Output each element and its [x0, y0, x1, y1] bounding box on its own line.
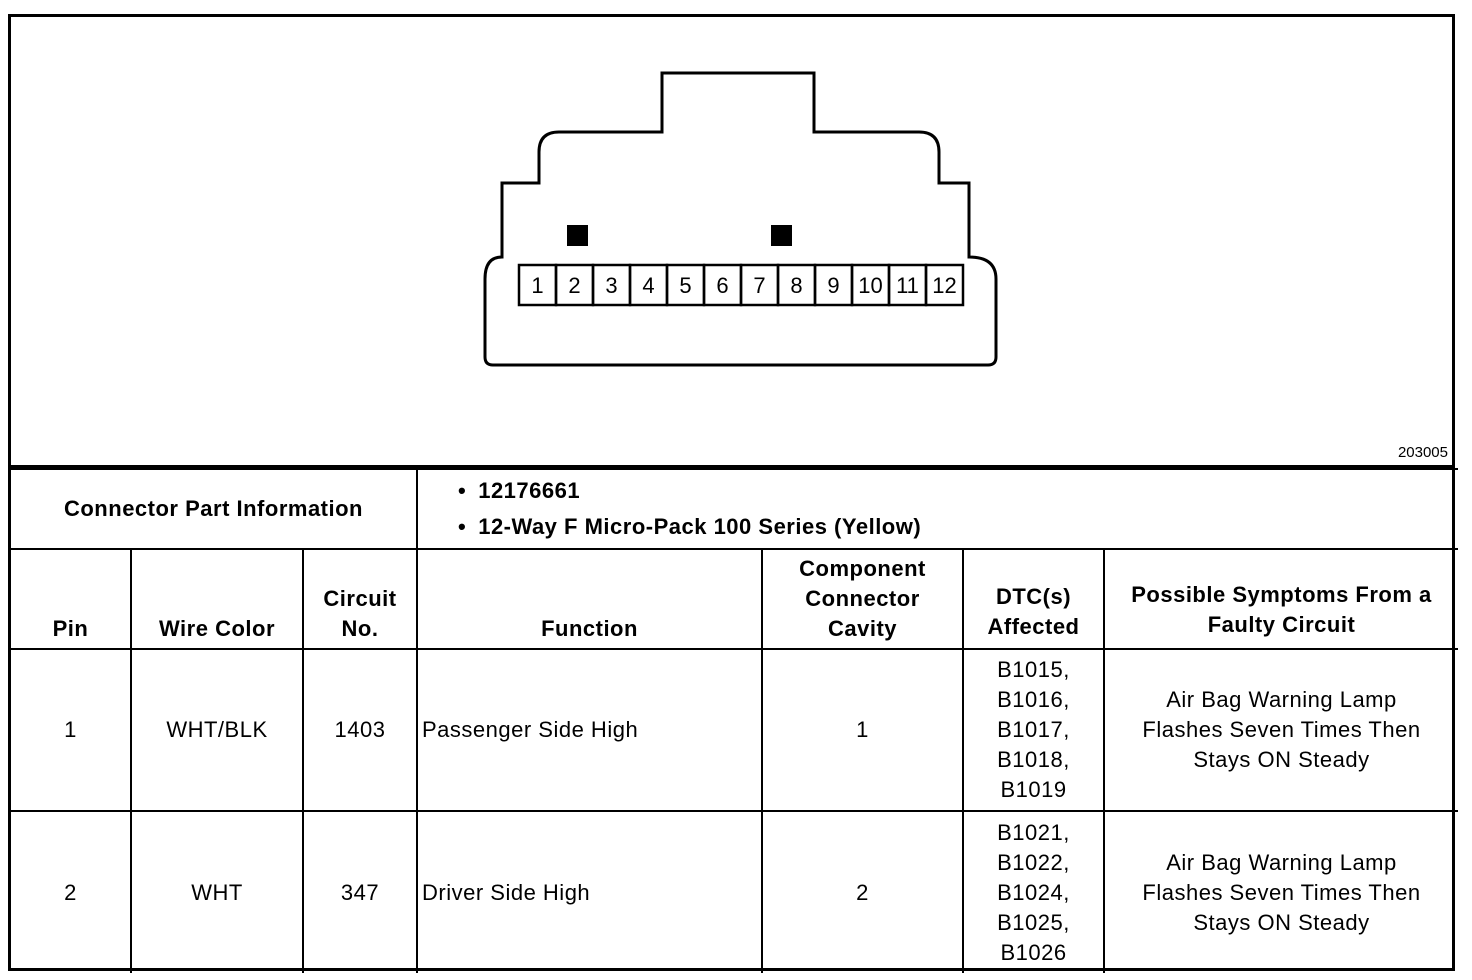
symptom-line: Air Bag Warning Lamp	[1166, 687, 1397, 712]
header-function: Function	[417, 549, 762, 649]
pin-number-label: 9	[827, 273, 840, 298]
connector-diagram-area	[11, 17, 1452, 468]
row2-dtcs	[963, 811, 1104, 973]
header-dtc-line2: Affected	[987, 614, 1080, 639]
table-row	[11, 649, 1458, 811]
figure-number: 203005	[1397, 444, 1448, 461]
dtc-item: B1025,	[997, 909, 1070, 935]
pin-number-label: 2	[568, 273, 581, 298]
row2-symptoms	[1104, 811, 1458, 973]
pin-number-label: 6	[716, 273, 729, 298]
row2-wire-color: WHT	[131, 811, 303, 973]
dtc-item: B1018,	[997, 747, 1070, 772]
row1-pin: 1	[11, 649, 131, 811]
header-dtc	[963, 549, 1104, 649]
header-symptoms	[1104, 549, 1458, 649]
row1-symptoms	[1104, 649, 1458, 811]
connector-part-number: • 12176661	[458, 473, 1454, 509]
connector-outline-drawing	[11, 17, 1452, 465]
row1-wire-color: WHT/BLK	[131, 649, 303, 811]
connector-info-row	[11, 469, 1458, 549]
connector-end-view-sheet	[8, 14, 1455, 971]
header-cavity	[762, 549, 963, 649]
row2-cavity: 2	[762, 811, 963, 973]
header-symptoms-line2: Faulty Circuit	[1207, 612, 1356, 637]
row2-function: Driver Side High	[417, 811, 762, 973]
symptom-line: Flashes Seven Times Then	[1142, 879, 1421, 905]
symptom-line: Air Bag Warning Lamp	[1166, 849, 1397, 875]
connector-info-label: Connector Part Information	[11, 469, 417, 549]
dtc-item: B1021,	[997, 819, 1070, 845]
row2-circuit: 347	[303, 811, 417, 973]
table-row	[11, 811, 1458, 973]
pin-number-label: 8	[790, 273, 803, 298]
row2-pin: 2	[11, 811, 131, 973]
header-symptoms-line1: Possible Symptoms From a	[1131, 582, 1432, 607]
dtc-item: B1024,	[997, 879, 1070, 905]
symptom-line: Stays ON Steady	[1193, 909, 1370, 935]
dtc-item: B1016,	[997, 687, 1070, 712]
header-wire-color: Wire Color	[131, 549, 303, 649]
connector-housing	[485, 73, 996, 365]
pin-number-label: 4	[642, 273, 655, 298]
pin-number-label: 5	[679, 273, 692, 298]
header-cavity-line1: Component	[799, 556, 926, 581]
dtc-item: B1026	[1000, 939, 1067, 965]
connector-pinout-table	[11, 468, 1458, 973]
pin-cavity-row	[519, 265, 963, 305]
dtc-item: B1019	[1000, 777, 1067, 802]
header-dtc-line1: DTC(s)	[995, 584, 1072, 609]
header-circuit-no	[303, 549, 417, 649]
pin-number-label: 3	[605, 273, 618, 298]
pin-number-label: 11	[896, 273, 919, 298]
dtc-item: B1015,	[997, 657, 1070, 682]
row1-circuit: 1403	[303, 649, 417, 811]
connector-info-list	[417, 469, 1458, 549]
row1-function: Passenger Side High	[417, 649, 762, 811]
dtc-item: B1022,	[997, 849, 1070, 875]
connector-description: • 12-Way F Micro-Pack 100 Series (Yellow)	[458, 509, 1454, 545]
pin-number-label: 1	[531, 273, 544, 298]
row1-dtcs	[963, 649, 1104, 811]
symptom-line: Flashes Seven Times Then	[1142, 717, 1421, 742]
pin-number-label: 12	[932, 273, 957, 298]
row1-cavity: 1	[762, 649, 963, 811]
pin-number-label: 7	[753, 273, 766, 298]
symptom-line: Stays ON Steady	[1193, 747, 1370, 772]
pin-8-latch-marker	[771, 225, 792, 246]
header-circuit-line1: Circuit	[323, 586, 397, 611]
pin-number-label: 10	[858, 273, 883, 298]
header-pin: Pin	[11, 549, 131, 649]
pin-2-latch-marker	[567, 225, 588, 246]
header-cavity-line3: Cavity	[827, 616, 898, 641]
header-circuit-line2: No.	[341, 616, 379, 641]
table-header-row	[11, 549, 1458, 649]
dtc-item: B1017,	[997, 717, 1070, 742]
header-cavity-line2: Connector	[805, 586, 920, 611]
